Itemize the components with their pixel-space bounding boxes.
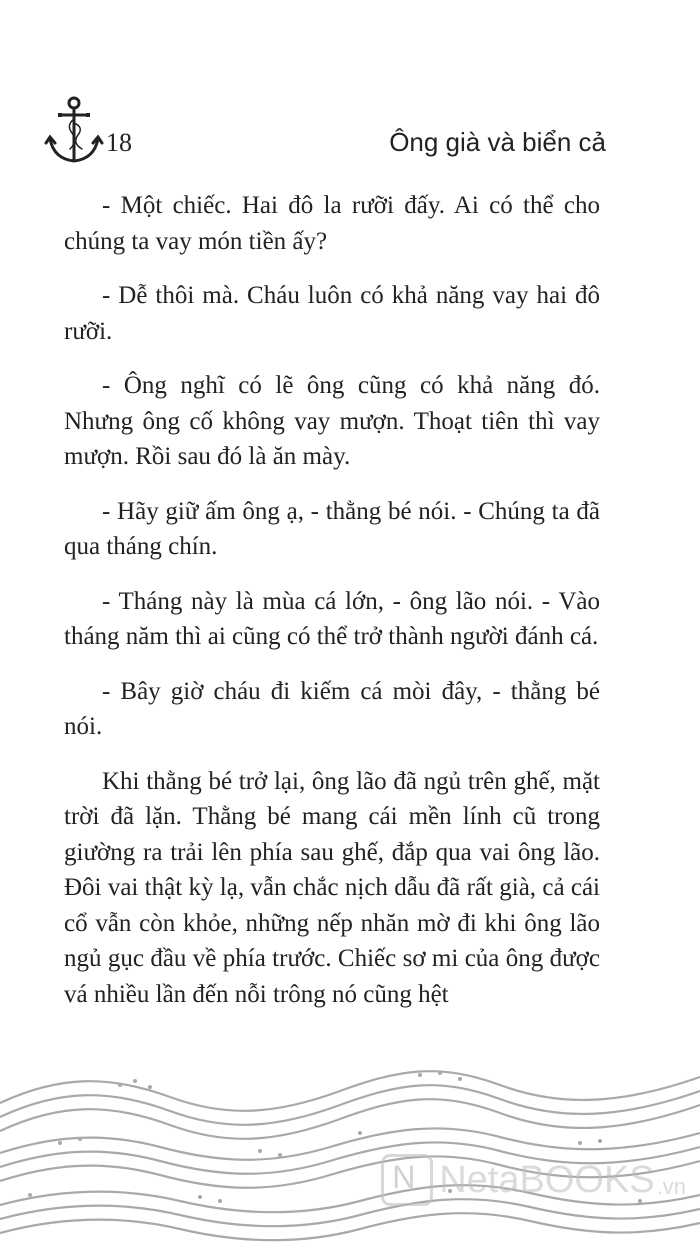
page-header bbox=[0, 0, 700, 175]
watermark-suffix: .vn bbox=[656, 1174, 686, 1199]
paragraph: - Ông nghĩ có lẽ ông cũng có khả năng đó. Nhưng ông cố không vay mượn. Thoạt tiên thì vay mượn. Rồi sau đó là ăn mày. bbox=[64, 372, 600, 470]
paragraph: - Hãy giữ ấm ông ạ, - thằng bé nói. - Chúng ta đã qua tháng chín. bbox=[64, 497, 600, 560]
page-body bbox=[64, 188, 600, 1031]
watermark bbox=[381, 1154, 686, 1206]
watermark-logo-icon: N bbox=[381, 1154, 433, 1206]
paragraph: Khi thằng bé trở lại, ông lão đã ngủ trên ghế, mặt trời đã lặn. Thằng bé mang cái mền lính cũ trong giường ra trải lên phía sau ghế, đắp qua vai ông lão. Đôi vai thật kỳ lạ, vẫn chắc nịch dẫu đã rất già, cả cái cổ vẫn còn khỏe, những nếp nhăn mờ đi khi ông lão ngủ gục đầu về phía trước. Chiếc sơ mi của ông được vá nhiều lần đến nỗi trông nó cũng hệt bbox=[64, 767, 600, 1008]
paragraph: - Dễ thôi mà. Cháu luôn có khả năng vay hai đô rưỡi. bbox=[64, 282, 600, 345]
anchor-icon bbox=[44, 95, 104, 167]
page-number: 18 bbox=[106, 128, 132, 157]
book-title: Ông già và biển cả bbox=[389, 127, 606, 157]
watermark-brand: NetaBOOKS bbox=[439, 1158, 655, 1201]
paragraph: - Bây giờ cháu đi kiếm cá mòi đây, - thằng bé nói. bbox=[64, 677, 600, 740]
paragraph: - Tháng này là mùa cá lớn, - ông lão nói. - Vào tháng năm thì ai cũng có thể trở thành người đánh cá. bbox=[64, 587, 600, 650]
paragraph: - Một chiếc. Hai đô la rưỡi đấy. Ai có thể cho chúng ta vay món tiền ấy? bbox=[64, 192, 600, 255]
wave-decoration bbox=[0, 1055, 700, 1245]
